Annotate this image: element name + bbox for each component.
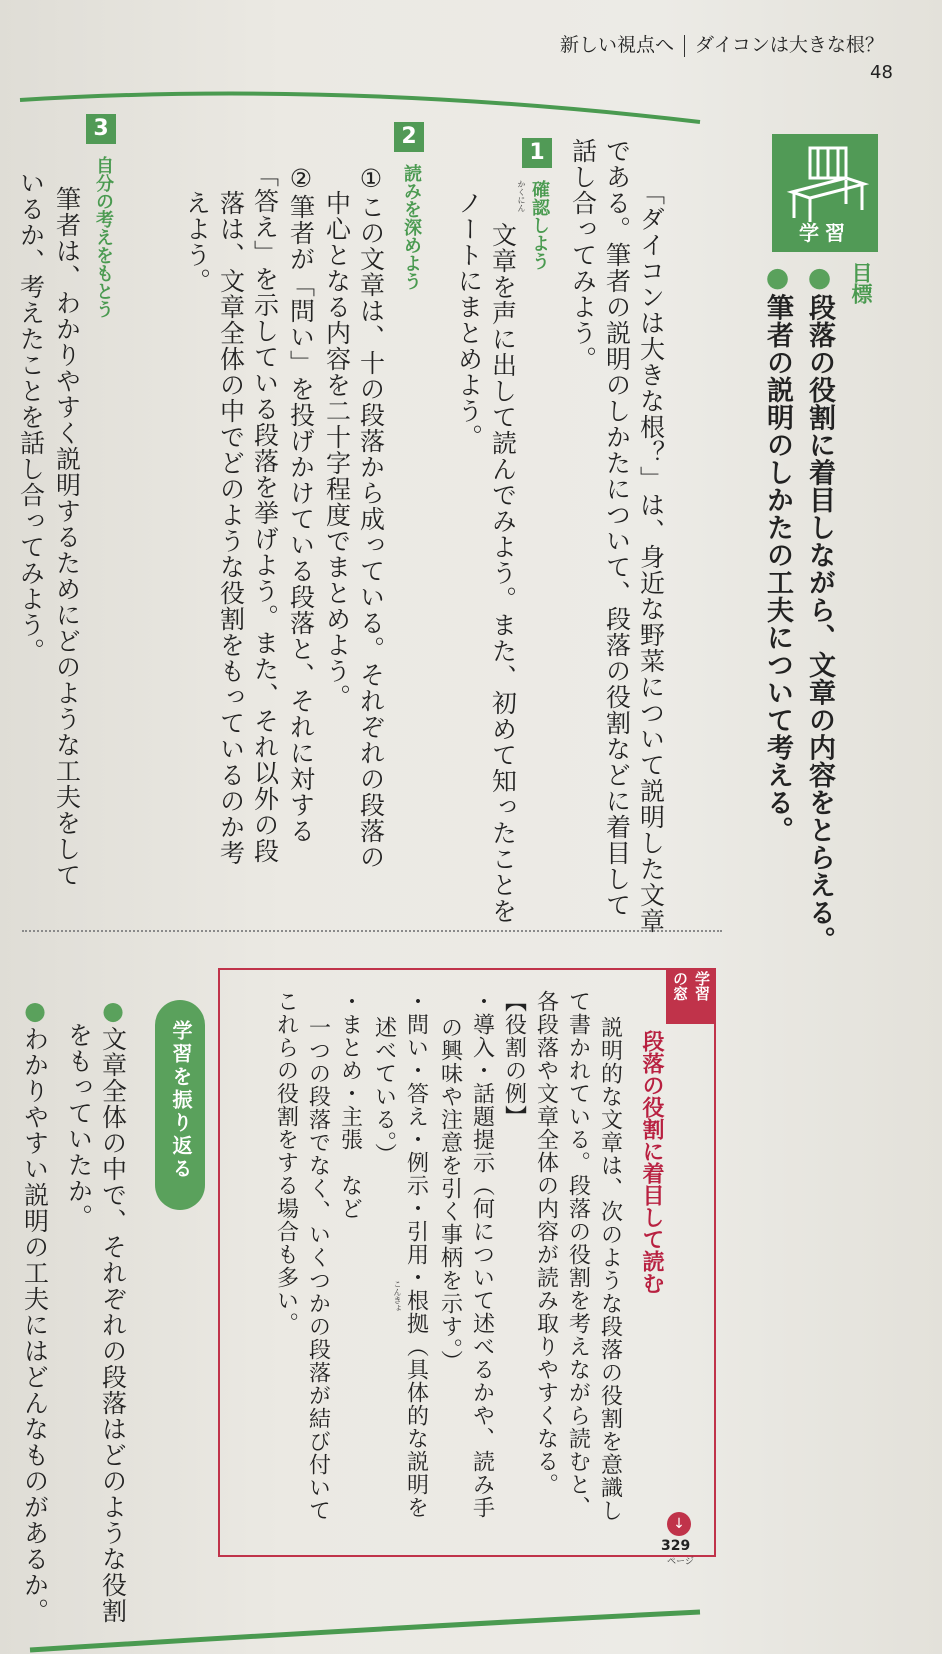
chair-icon [772, 134, 878, 224]
window-line-7: ・問い・答え・例示・引用・根拠（具体的な説明を [403, 990, 429, 1519]
section-1-title: 確認しよう [529, 180, 550, 270]
running-header [560, 30, 884, 57]
top-green-curve [0, 0, 942, 140]
study-icon-label: 学習 [799, 221, 851, 245]
intro-line-3: 話し合ってみよう。 [568, 138, 598, 372]
reference-page-number[interactable]: 329 [661, 1538, 691, 1554]
learning-window-title: 段落の役割に着目して読む [639, 1030, 664, 1294]
bottom-green-curve [0, 1600, 942, 1654]
section-3-line-1: 筆者は、わかりやすく説明するためにどのような工夫をして [52, 186, 82, 888]
section-2-line-2: 中心となる内容を二十字程度でまとめよう。 [322, 190, 352, 710]
goals-title: 目標 [849, 262, 873, 304]
section-1-line-1: 文章を声に出して読んでみよう。また、初めて知ったことを [488, 222, 518, 924]
intro-line-1: 「ダイコンは大きな根？」は、身近な野菜について説明した文章 [636, 180, 666, 934]
window-line-3: 各段落や文章全体の内容が読み取りやすくなる。 [533, 990, 559, 1496]
window-line-9: ・まとめ・主張 など [337, 990, 363, 1220]
learning-window-tag: 学習 の窓 [666, 968, 716, 1024]
goal-item-1: ●段落の役割に着目しながら、文章の内容をとらえる。 [804, 262, 836, 954]
section-2-title: 読みを深めよう [401, 164, 422, 290]
header-separator [684, 35, 685, 57]
window-line-8: 述べている。） [371, 1016, 397, 1166]
review-item-1-cont: をもっていたか。 [64, 1022, 94, 1230]
section-2-number: 2 [394, 122, 424, 152]
window-line-1: 説明的な文章は、次のような段落の役割を意識し [597, 1016, 623, 1522]
bullet-icon: ● [804, 262, 836, 294]
section-3-title: 自分の考えをもとう [93, 156, 114, 318]
review-label-pill [155, 1000, 205, 1210]
header-title: ダイコンは大きな根？ [695, 34, 884, 56]
arrow-down-icon[interactable]: ↓ [667, 1512, 691, 1536]
intro-line-2: である。筆者の説明のしかたについて、段落の役割などに着目して [602, 138, 632, 918]
window-line-4: 【役割の例】 [501, 990, 527, 1128]
window-line-6: の興味や注意を引く事柄を示す。） [437, 1016, 463, 1373]
dotted-divider [22, 930, 722, 932]
window-line-5: ・導入・話題提示（何について述べるかや、読み手 [469, 990, 495, 1519]
page-number: 48 [870, 62, 893, 83]
goal-item-2: ●筆者の説明のしかたの工夫について考える。 [762, 262, 794, 844]
section-2-line-5: 落は、文章全体の中でどのような役割をもっているのか考 [216, 190, 246, 866]
section-3-number: 3 [86, 114, 116, 144]
bullet-icon: ● [98, 996, 128, 1026]
study-icon [772, 134, 878, 252]
section-2-line-4: 「答え」を示している段落を挙げよう。また、それ以外の段 [250, 162, 280, 864]
section-2-line-6: えよう。 [182, 190, 212, 294]
section-2-line-3: ②筆者が「問い」を投げかけている段落と、それに対する [286, 164, 316, 844]
window-line-11: これらの役割をする場合も多い。 [273, 990, 299, 1335]
window-line-10: 一つの段落でなく、いくつかの段落が結び付いて [305, 1016, 331, 1522]
header-section: 新しい視点へ [560, 34, 675, 56]
section-1-ruby: かくにん [517, 180, 526, 212]
section-1-line-2: ノートにまとめよう。 [454, 190, 484, 450]
section-3-line-2: いるか、考えたことを話し合ってみよう。 [16, 170, 46, 664]
section-2-line-1: ①この文章は、十の段落から成っている。それぞれの段落の [356, 164, 386, 870]
bullet-icon: ● [762, 262, 794, 294]
reference-page-unit: ページ [667, 1557, 694, 1567]
review-item-1: ●文章全体の中で、それぞれの段落はどのような役割 [98, 996, 128, 1624]
section-1-number: 1 [522, 138, 552, 168]
review-label: 学習を振り返る [169, 1020, 193, 1181]
window-line-2: て書かれている。段落の役割を考えながら読むと、 [565, 990, 591, 1519]
ruby-konkyo: こんきょ [393, 1280, 402, 1312]
review-item-2: ●わかりやすい説明の工夫にはどんなものがあるか。 [20, 996, 50, 1624]
bullet-icon: ● [20, 996, 50, 1026]
